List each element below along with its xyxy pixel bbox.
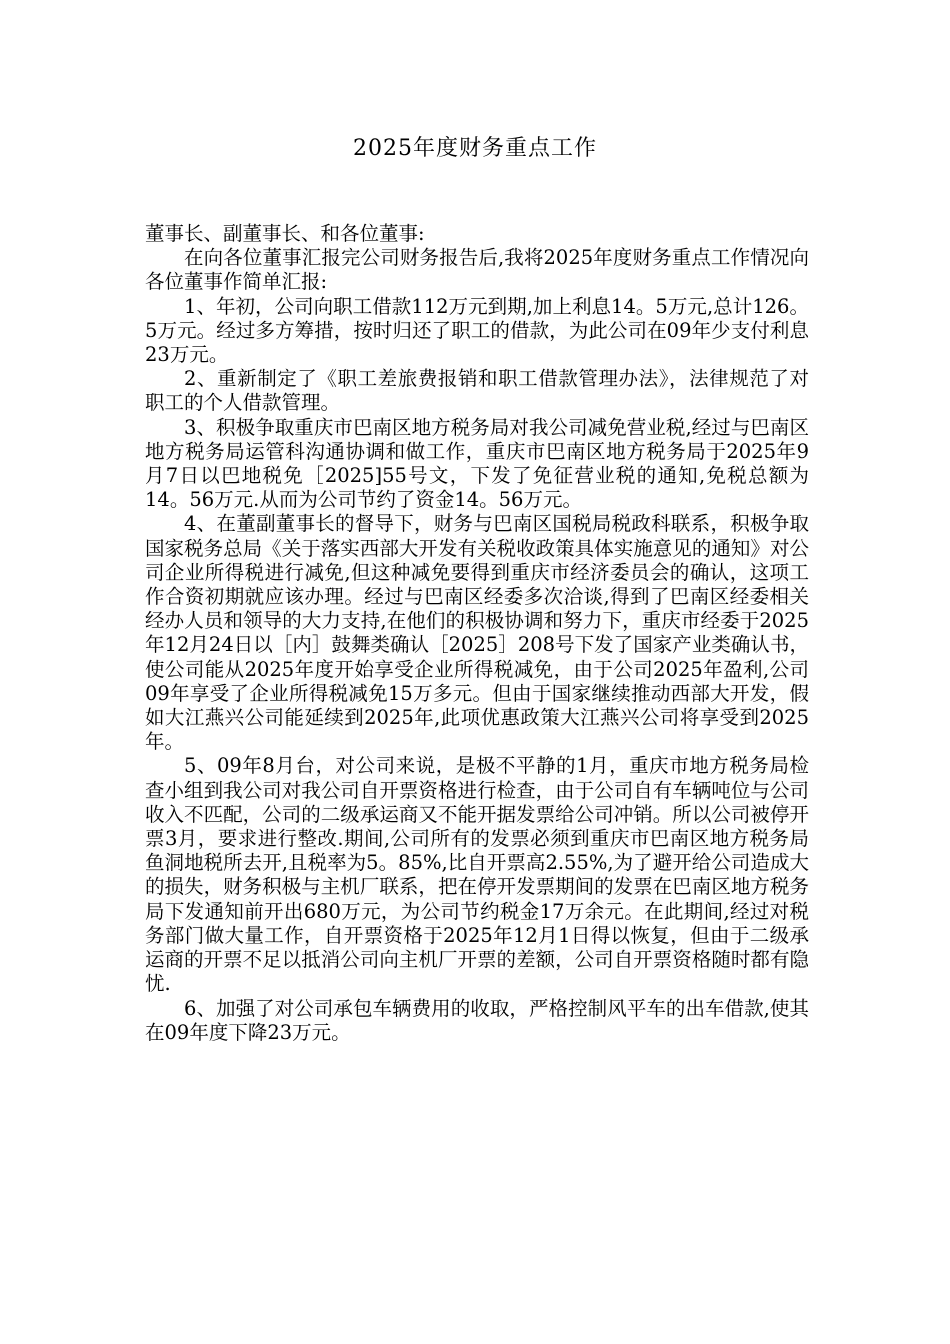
item-4-paragraph: 4、在董副董事长的督导下，财务与巴南区国税局税政科联系，积极争取国家税务总局《关于落实西部大开发有关税收政策具体实施意见的通知》对公司企业所得税进行减免,但这种减免要得到重庆市经济委员会的确认，这项工作合资初期就应该办理。经过与巴南区经委多次洽谈,得到了巴南区经委相关经办人员和领导的大力支持,在他们的积极协调和努力下，重庆市经委于2025年12月24日以［内］鼓舞类确认［2025］208号下发了国家产业类确认书，使公司能从2025年度开始享受企业所得税减免，由于公司2025年盈利,公司09年享受了企业所得税减免15万多元。但由于国家继续推动西部大开发，假如大江燕兴公司能延续到2025年,此项优惠政策大江燕兴公司将享受到2025年。 bbox=[145, 512, 809, 754]
document-title: 2025年度财务重点工作 bbox=[353, 136, 597, 161]
item-3-paragraph: 3、积极争取重庆市巴南区地方税务局对我公司减免营业税,经过与巴南区地方税务局运管科沟通协调和做工作，重庆市巴南区地方税务局于2025年9月7日以巴地税免［2025]55号文，下发了免征营业税的通知,免税总额为14。56万元.从而为公司节约了资金14。56万元。 bbox=[145, 415, 809, 512]
intro-paragraph: 在向各位董事汇报完公司财务报告后,我将2025年度财务重点工作情况向各位董事作简单汇报: bbox=[145, 246, 809, 294]
document-body bbox=[145, 222, 809, 1045]
item-6-paragraph: 6、加强了对公司承包车辆费用的收取，严格控制风平车的出车借款,使其在09年度下降23万元。 bbox=[145, 996, 809, 1044]
item-1-paragraph: 1、年初，公司向职工借款112万元到期,加上利息14。5万元,总计126。5万元。经过多方筹措，按时归还了职工的借款，为此公司在09年少支付利息23万元。 bbox=[145, 294, 809, 367]
item-5-paragraph: 5、09年8月台，对公司来说，是极不平静的1月，重庆市地方税务局检查小组到我公司对我公司自开票资格进行检查，由于公司自有车辆吨位与公司收入不匹配，公司的二级承运商又不能开据发票给公司冲销。所以公司被停开票3月，要求进行整改.期间,公司所有的发票必须到重庆市巴南区地方税务局鱼洞地税所去开,且税率为5。85%,比自开票高2.55%,为了避开给公司造成大的损失，财务积极与主机厂联系，把在停开发票期间的发票在巴南区地方税务局下发通知前开出680万元，为公司节约税金17万余元。在此期间,经过对税务部门做大量工作，自开票资格于2025年12月1日得以恢复，但由于二级承运商的开票不足以抵消公司向主机厂开票的差额，公司自开票资格随时都有隐忧. bbox=[145, 754, 809, 996]
salutation: 董事长、副董事长、和各位董事: bbox=[145, 222, 425, 245]
item-2-paragraph: 2、重新制定了《职工差旅费报销和职工借款管理办法》，法律规范了对职工的个人借款管理。 bbox=[145, 367, 809, 415]
